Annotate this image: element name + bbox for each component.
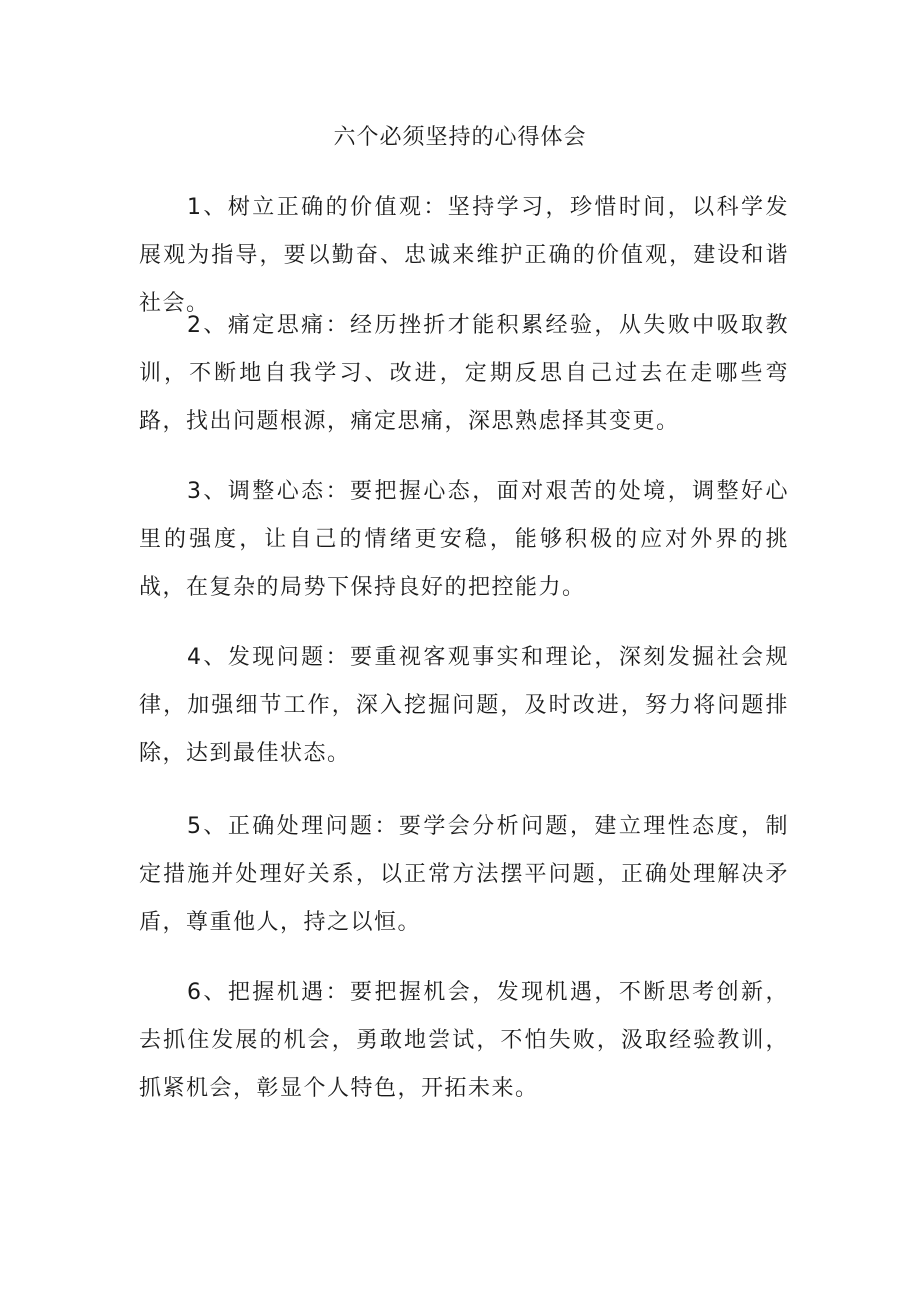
section-2-paragraph: 2、痛定思痛：经历挫折才能积累经验，从失败中吸取教训，不断地自我学习、改进，定期反思自己过去在走哪些弯路，找出问题根源，痛定思痛，深思熟虑择其变更。 <box>139 313 789 434</box>
section-3-paragraph: 3、调整心态：要把握心态，面对艰苦的处境，调整好心里的强度，让自己的情绪更安稳，能够积极的应对外界的挑战，在复杂的局势下保持良好的把控能力。 <box>139 479 789 600</box>
section-1-paragraph: 1、树立正确的价值观：坚持学习，珍惜时间，以科学发展观为指导，要以勤奋、忠诚来维护正确的价值观，建设和谐社会。 <box>139 195 789 316</box>
section-6-paragraph: 6、把握机遇：要把握机会，发现机遇，不断思考创新，去抓住发展的机会，勇敢地尝试，不怕失败，汲取经验教训，抓紧机会，彰显个人特色，开拓未来。 <box>139 980 789 1101</box>
section-4-paragraph: 4、发现问题：要重视客观事实和理论，深刻发掘社会规律，加强细节工作，深入挖掘问题，及时改进，努力将问题排除，达到最佳状态。 <box>139 645 789 766</box>
document-title: 六个必须坚持的心得体会 <box>333 125 587 150</box>
section-5-paragraph: 5、正确处理问题：要学会分析问题，建立理性态度，制定措施并处理好关系，以正常方法摆平问题，正确处理解决矛盾，尊重他人，持之以恒。 <box>139 814 789 935</box>
